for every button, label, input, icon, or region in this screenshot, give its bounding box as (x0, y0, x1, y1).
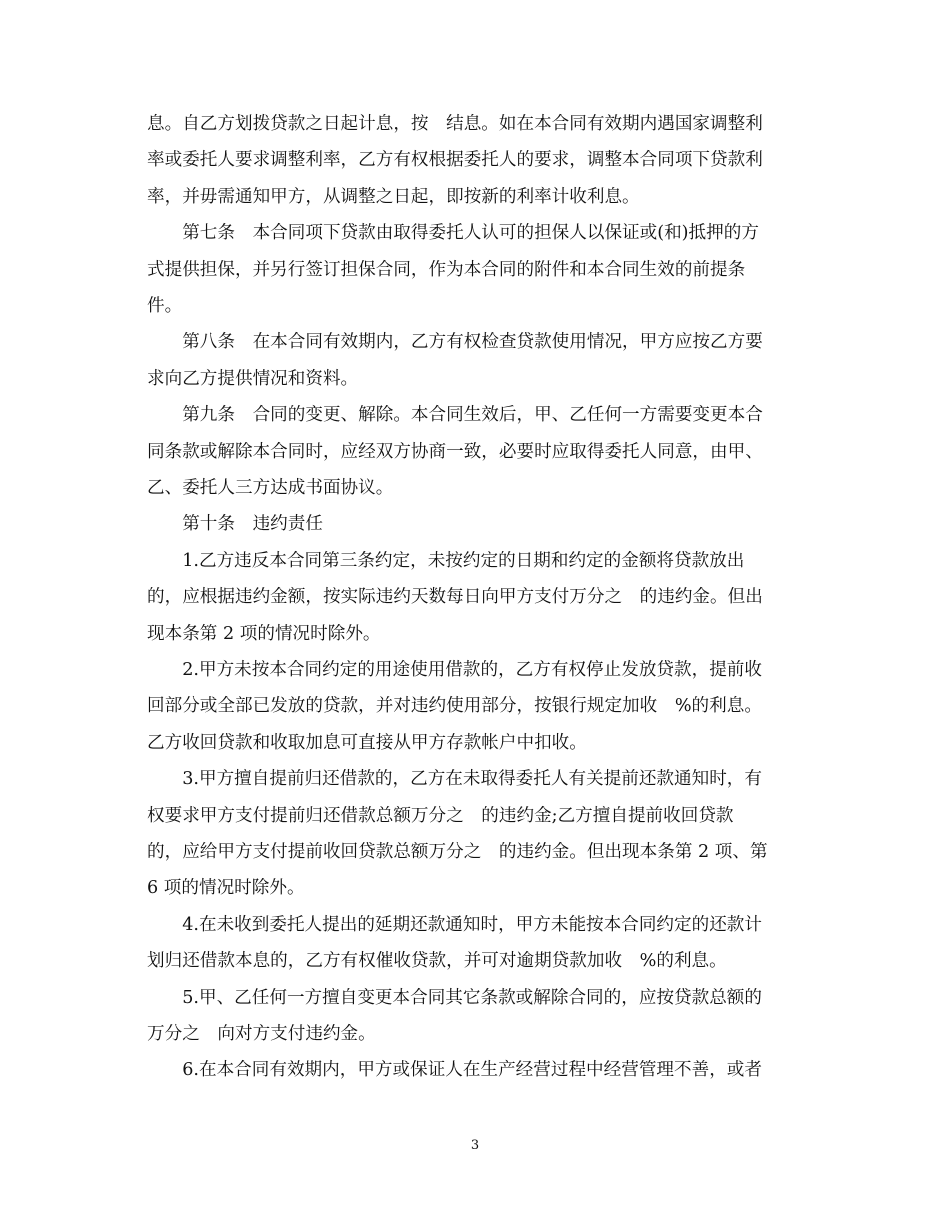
text-line: 3.甲方擅自提前归还借款的，乙方在未取得委托人有关提前还款通知时，有 (147, 769, 762, 790)
text-line: 万分之 向对方支付违约金。 (147, 1024, 376, 1044)
text-line: 第七条 本合同项下贷款由取得委托人认可的担保人以保证或(和)抵押的方 (147, 223, 759, 244)
text-line: 回部分或全部已发放的贷款，并对违约使用部分，按银行规定加收 %的利息。 (147, 696, 762, 717)
text-line: 的，应给甲方支付提前收回贷款总额万分之 的违约金。但出现本条第 2 项、第 (147, 842, 768, 862)
text-line: 6.在本合同有效期内，甲方或保证人在生产经营过程中经营管理不善，或者 (147, 1060, 762, 1081)
text-line: 第八条 在本合同有效期内，乙方有权检查贷款使用情况，甲方应按乙方要 (147, 332, 763, 353)
text-line: 率或委托人要求调整利率，乙方有权根据委托人的要求，调整本合同项下贷款利 (147, 150, 763, 171)
text-line: 权要求甲方支付提前归还借款总额万分之 的违约金;乙方擅自提前收回贷款 (147, 805, 734, 826)
text-line: 1.乙方违反本合同第三条约定，未按约定的日期和约定的金额将贷款放出 (147, 550, 745, 571)
text-line: 2.甲方未按本合同约定的用途使用借款的，乙方有权停止发放贷款，提前收 (147, 660, 762, 680)
page-number: 3 (470, 1138, 480, 1153)
text-line: 件。 (147, 296, 183, 316)
text-line: 息。自乙方划拨贷款之日起计息，按 结息。如在本合同有效期内遇国家调整利 (147, 114, 763, 134)
text-line: 第九条 合同的变更、解除。本合同生效后，甲、乙任何一方需要变更本合 (147, 405, 763, 426)
text-line: 求向乙方提供情况和资料。 (147, 368, 359, 389)
text-line: 划归还借款本息的，乙方有权催收贷款，并可对逾期贷款加收 %的利息。 (147, 951, 727, 972)
text-line: 现本条第 2 项的情况时除外。 (147, 623, 381, 644)
text-line: 乙、委托人三方达成书面协议。 (147, 478, 394, 498)
text-line: 4.在未收到委托人提出的延期还款通知时，甲方未能按本合同约定的还款计 (147, 914, 762, 935)
text-line: 同条款或解除本合同时，应经双方协商一致，必要时应取得委托人同意，由甲、 (147, 441, 763, 462)
text-line: 第十条 违约责任 (147, 514, 323, 535)
text-line: 式提供担保，并另行签订担保合同，作为本合同的附件和本合同生效的前提条 (147, 259, 746, 280)
text-line: 5.甲、乙任何一方擅自变更本合同其它条款或解除合同的，应按贷款总额的 (147, 987, 762, 1008)
text-line: 乙方收回贷款和收取加息可直接从甲方存款帐户中扣收。 (147, 732, 587, 753)
text-line: 的，应根据违约金额，按实际违约天数每日向甲方支付万分之 的违约金。但出 (147, 587, 763, 608)
text-line: 率，并毋需通知甲方，从调整之日起，即按新的利率计收利息。 (147, 186, 640, 207)
text-line: 6 项的情况时除外。 (147, 878, 305, 899)
